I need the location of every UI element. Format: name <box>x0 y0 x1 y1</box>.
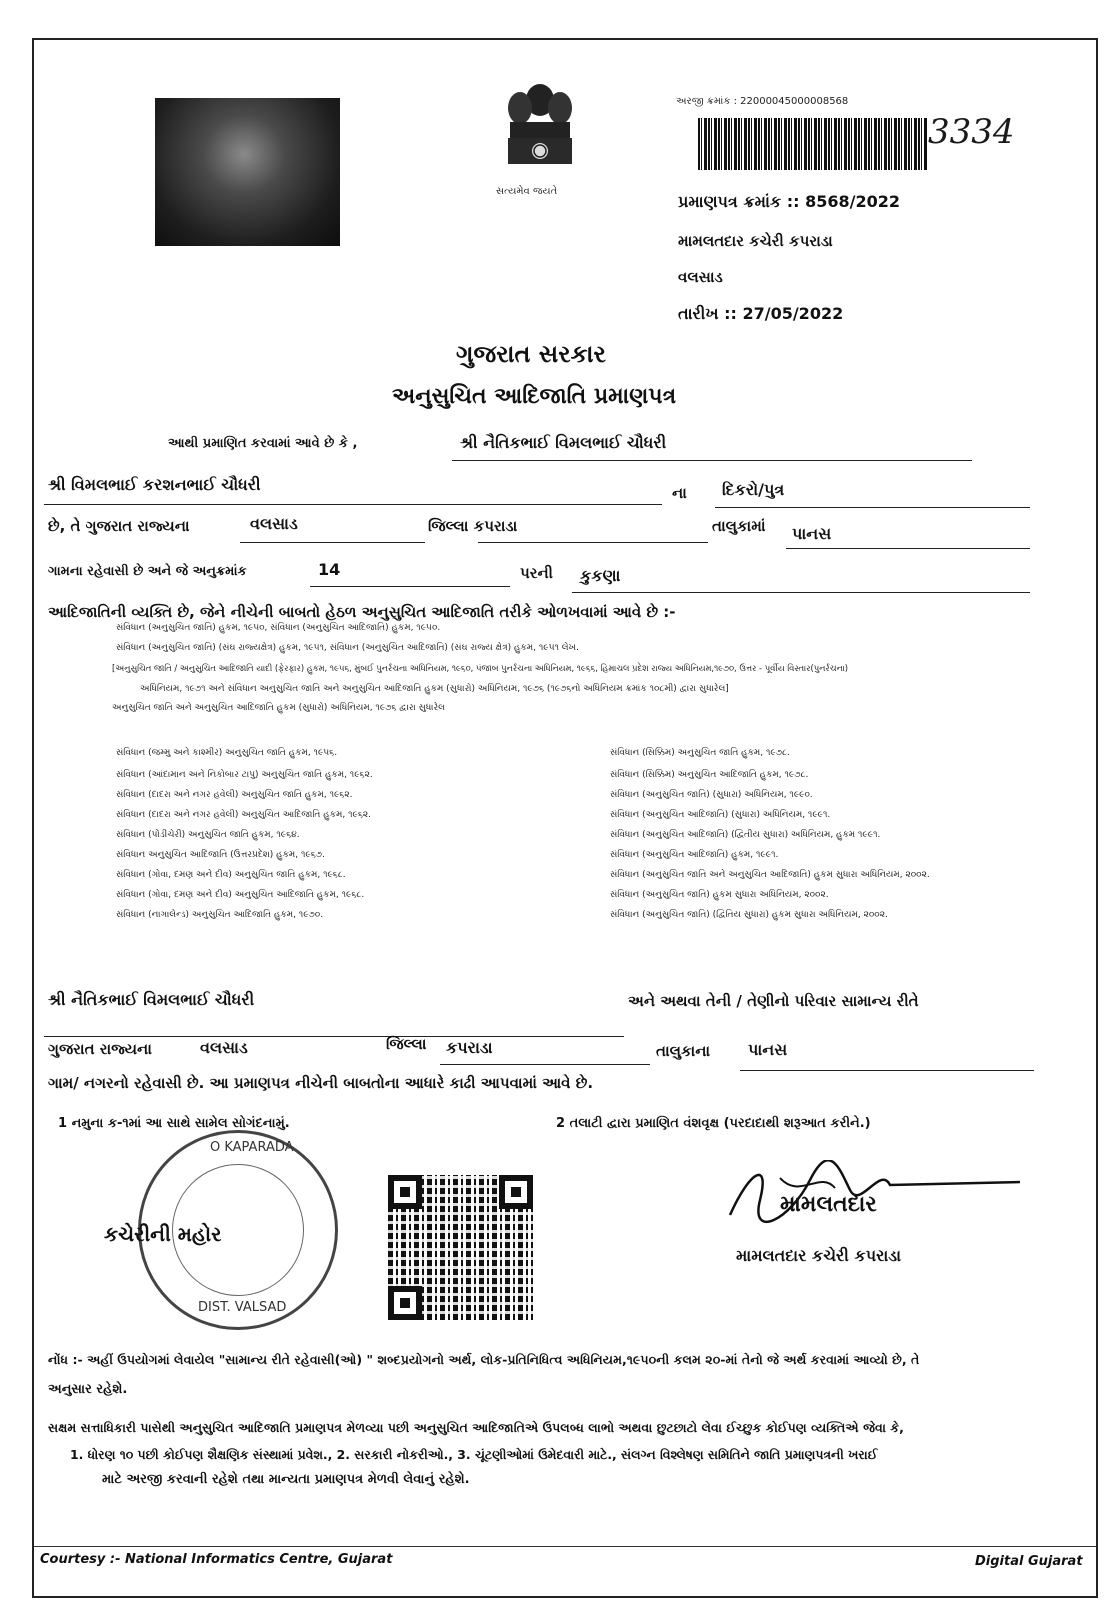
order-left-6: સંવિધાન અનુસુચિત આદિજાતિ (ઉત્તરપ્રદેશ) હુકમ, ૧૯૬૭. <box>116 850 325 860</box>
barcode <box>698 118 928 170</box>
residence-taluka-underline <box>440 1064 650 1065</box>
resident-name-underline <box>44 1036 624 1037</box>
order-right-9: સંવિધાન (અનુસુચિત જાતિ) (દ્વિતિય સુધારા) હુકમ સુધારા અધિનિયમ, ૨૦૦૨. <box>610 910 888 920</box>
qr-finder-bottom-left <box>388 1286 422 1320</box>
seal-label: કચેરીની મહોર <box>104 1222 222 1246</box>
order-left-8: સંવિધાન (ગોવા, દમણ અને દીવ) અનુસુચિત આદિજાતિ હુકમ, ૧૯૬૮. <box>116 890 365 900</box>
order-right-4: સંવિધાન (અનુસુચિત આદિજાતિ) (સુધારા) અધિનિયમ, ૧૯૯૧. <box>610 810 831 820</box>
issue-basis-statement: ગામ/ નગરનો રહેવાસી છે. આ પ્રમાણપત્ર નીચેની બાબતોના આધારે કાઢી આપવામાં આવે છે. <box>48 1074 594 1092</box>
footer-rule <box>34 1546 1096 1547</box>
certificate-title: અનુસુચિત આદિજાતિ પ્રમાણપત્ર <box>392 384 677 409</box>
relation-value: દિકરો/પુત્ર <box>722 480 785 499</box>
government-title: ગુજરાત સરકાર <box>456 340 606 368</box>
order-right-1: સંવિધાન (સિક્કિમ) અનુસુચિત જાતિ હુકમ, ૧૯૭૮. <box>610 748 790 758</box>
residence-district-label: જિલ્લા <box>386 1035 427 1053</box>
residence-taluka-label: તાલુકાના <box>656 1042 711 1060</box>
state-prefix: છે, તે ગુજરાત રાજ્યના <box>48 517 190 535</box>
tribe-name: કુકણા <box>580 566 621 585</box>
issuing-district: વલસાડ <box>678 268 723 286</box>
identification-statement: આદિજાતિની વ્યક્તિ છે, જેને નીચેની બાબતો હેઠળ અનુસુચિત આદિજાતિ તરીકે ઓળખવામાં આવે છે :- <box>48 603 676 621</box>
applicant-photo <box>155 98 340 246</box>
basis-item-1: 1 નમુના ક-૧માં આ સાથે સામેલ સોગંદનામું. <box>58 1116 290 1131</box>
certificate-number: પ્રમાણપત્ર ક્રમાંક :: 8568/2022 <box>678 192 900 211</box>
legal-reference-1: સંવિધાન (અનુસુચિત જાતિ) હુકમ, ૧૯૫૦, સંવિધાન (અનુસુચિત આદિજાતિ) હુકમ, ૧૯૫૦. <box>116 623 441 633</box>
order-right-5: સંવિધાન (અનુસુચિત આદિજાતિ) (દ્વિતીય સુધારા) અધિનિયમ, હુકમ ૧૯૯૧. <box>610 830 881 840</box>
of-label: ના <box>672 484 687 502</box>
serial-underline <box>310 586 510 587</box>
order-right-7: સંવિધાન (અનુસુચિત જાતિ અને અનુસુચિત આદિજાતિ) હુકમ સુધારા અધિનિયમ, ૨૦૦૨. <box>610 870 930 880</box>
qr-finder-top-left <box>388 1175 422 1209</box>
basis-item-2: 2 તલાટી દ્વારા પ્રમાણિત વંશવૃક્ષ (પરદાદાથી શરૂઆત કરીને.) <box>556 1116 871 1131</box>
courtesy-text: Courtesy :- National Informatics Centre, Gujarat <box>40 1552 393 1567</box>
residence-state-prefix: ગુજરાત રાજ્યના <box>48 1040 152 1058</box>
order-left-1: સંવિધાન (જમ્મુ અને કાશ્મીર) અનુસુચિત જાતિ હુકમ, ૧૯૫૬. <box>116 748 338 758</box>
order-left-5: સંવિધાન (પોંડીચેરી) અનુસુચિત જાતિ હુકમ, ૧૯૬૪. <box>116 830 300 840</box>
residence-village: પાનસ <box>748 1040 788 1059</box>
resident-name: શ્રી નૈતિકભાઈ વિમલભાઈ ચૌધરી <box>48 990 255 1009</box>
order-right-3: સંવિધાન (અનુસુચિત જાતિ) (સુધારા) અધિનિયમ, ૧૯૯૦. <box>610 790 813 800</box>
issuing-office: મામલતદાર કચેરી કપરાડા <box>678 232 833 250</box>
order-left-3: સંવિધાન (દાદરા અને નગર હવેલી) અનુસુચિત જાતિ હુકમ, ૧૯૬૨. <box>116 790 353 800</box>
legal-reference-5: અનુસુચિત જાતિ અને અનુસુચિત આદિજાતિ હુકમ (સુધારો) અધિનિયમ, ૧૯૭૬ દ્વારા સુધારેલ <box>112 703 445 713</box>
tribe-underline <box>572 592 1030 593</box>
father-name: શ્રી વિમલભાઈ કરશનભાઈ ચૌધરી <box>48 475 261 494</box>
taluka-district-label: જિલ્લા કપરાડા <box>428 517 518 535</box>
order-right-2: સંવિધાન (સિક્કિમ) અનુસુચિત આદિજાતિ હુકમ, ૧૯૭૮. <box>610 770 809 780</box>
residence-village-underline <box>740 1070 1034 1071</box>
holder-name: શ્રી નૈતિકભાઈ વિમલભાઈ ચૌધરી <box>460 433 667 452</box>
order-right-6: સંવિધાન (અનુસુચિત આદિજાતિ) હુકમ, ૧૯૯૧. <box>610 850 779 860</box>
holder-name-underline <box>452 460 972 461</box>
family-text: અને અથવા તેની / તેણીનો પરિવાર સામાન્ય રીતે <box>628 992 919 1010</box>
on-label: પરની <box>520 564 553 582</box>
seal-top-text: O KAPARADA <box>210 1140 294 1155</box>
taluka-underline <box>478 542 708 543</box>
certify-prefix: આથી પ્રમાણિત કરવામાં આવે છે કે , <box>168 436 358 451</box>
handwritten-number: 3334 <box>928 112 1015 152</box>
district-underline <box>240 542 425 543</box>
order-right-8: સંવિધાન (અનુસુચિત જાતિ) હુકમ સુધારા અધિનિયમ, ૨૦૦૨. <box>610 890 829 900</box>
district-value: વલસાડ <box>250 514 298 533</box>
signatory-title: મામલતદાર <box>780 1192 877 1217</box>
order-left-9: સંવિધાન (નાગાલેન્ડ) અનુસુચિત આદિજાતિ હુકમ, ૧૯૭૦. <box>116 910 324 920</box>
application-number: અરજી ક્રમાંક : 22000045000008568 <box>676 96 849 107</box>
order-left-4: સંવિધાન (દાદરા અને નગર હવેલી) અનુસુચિત આદિજાતિ હુકમ, ૧૯૬૨. <box>116 810 372 820</box>
qr-finder-top-right <box>499 1175 533 1209</box>
note-2-line-1: સક્ષમ સત્તાધિકારી પાસેથી અનુસુચિત આદિજાતિ પ્રમાણપત્ર મેળવ્યા પછી અનુસુચિત આદિજાતિએ ઉપલબ્ધ લાભો અથવા છુટછાટો લેવા ઈચ્છુક કોઈપણ વ્યક્તિએ જેવા કે, <box>48 1420 904 1435</box>
note-1-line-2: અનુસાર રહેશે. <box>48 1382 128 1397</box>
residence-prefix: ગામના રહેવાસી છે અને જે અનુક્રમાંક <box>48 564 247 579</box>
legal-reference-3: [અનુસુચિત જાતિ / અનુસુચિત આદિજાતિ યાદી (ફેરફાર) હુકમ, ૧૯૫૬, મુંબઈ પુનર્રચના અધિનિયમ, ૧૯૬૦, પંજાબ પુનર્રચના અધિનિયમ, ૧૯૬૬, હિમાચલ પ્રદેશ રાજ્ય અધિનિયમ,૧૯૭૦, ઉત્તર - પૂર્વીય વિસ્તાર(પુનર્રચના) <box>112 663 849 673</box>
issue-date: તારીખ :: 27/05/2022 <box>678 304 844 323</box>
relation-underline <box>715 507 1030 508</box>
emblem-motto: સત્યમેવ જયતે <box>496 186 558 197</box>
order-left-7: સંવિધાન (ગોવા, દમણ અને દીવ) અનુસુચિત જાતિ હુકમ, ૧૯૬૮. <box>116 870 346 880</box>
residence-district: વલસાડ <box>200 1038 248 1057</box>
father-name-underline <box>44 504 662 505</box>
serial-number: 14 <box>318 560 341 579</box>
note-2-line-3: માટે અરજી કરવાની રહેશે તથા માન્યતા પ્રમાણપત્ર મેળવી લેવાનું રહેશે. <box>102 1472 470 1487</box>
signatory-office: મામલતદાર કચેરી કપરાડા <box>736 1246 902 1265</box>
note-2-line-2: 1. ધોરણ ૧૦ પછી કોઈપણ શૈક્ષણિક સંસ્થામાં પ્રવેશ., 2. સરકારી નોકરીઓ., 3. ચૂંટણીઓમાં ઉમેદવારી માટે., સંલગ્ન વિશ્લેષણ સમિતિને જાતિ પ્રમાણપત્રની ખરાઈ <box>70 1447 878 1462</box>
legal-reference-2: સંવિધાન (અનુસુચિત જાતિ) (સંઘ રાજ્યક્ષેત્ર) હુકમ, ૧૯૫૧, સંવિધાન (અનુસુચિત આદિજાતિ) (સંઘ રાજ્ય ક્ષેત્ર) હુકમ, ૧૯૫૧ લેખ. <box>116 643 579 653</box>
note-1-line-1: નોંધ :- અહીં ઉપયોગમાં લેવાયેલ "સામાન્ય રીતે રહેવાસી(ઓ) " શબ્દપ્રયોગનો અર્થ, લોક-પ્રતિનિધિત્વ અધિનિયમ,૧૯૫૦ની કલમ ૨૦-માં તેનો જે અર્થ કરવામાં આવ્યો છે, તે <box>48 1352 920 1367</box>
village-underline <box>786 548 1030 549</box>
village-value: પાનસ <box>792 524 832 543</box>
ashoka-emblem-icon <box>490 78 590 188</box>
seal-bottom-text: DIST. VALSAD <box>198 1300 287 1315</box>
taluka-label: તાલુકામાં <box>712 517 766 535</box>
qr-code <box>388 1175 533 1320</box>
legal-reference-4: અધિનિયમ, ૧૯૭૧ અને સંવિધાન અનુસુચિત જાતિ અને અનુસુચિત આદિજાતિ હુકમ (સુધારો) અધિનિયમ, ૧૯૭૬ (૧૯૭૬નો અધિનિયમ ક્રમાંક ૧૦૮મી) દ્વારા સુધારેલ] <box>140 684 729 694</box>
digital-gujarat-brand: Digital Gujarat <box>975 1554 1083 1569</box>
residence-taluka: કપરાડા <box>446 1038 493 1057</box>
order-left-2: સંવિધાન (આંદામાન અને નિકોબાર ટાપુ) અનુસુચિત જાતિ હુકમ, ૧૯૬૨. <box>116 770 373 780</box>
